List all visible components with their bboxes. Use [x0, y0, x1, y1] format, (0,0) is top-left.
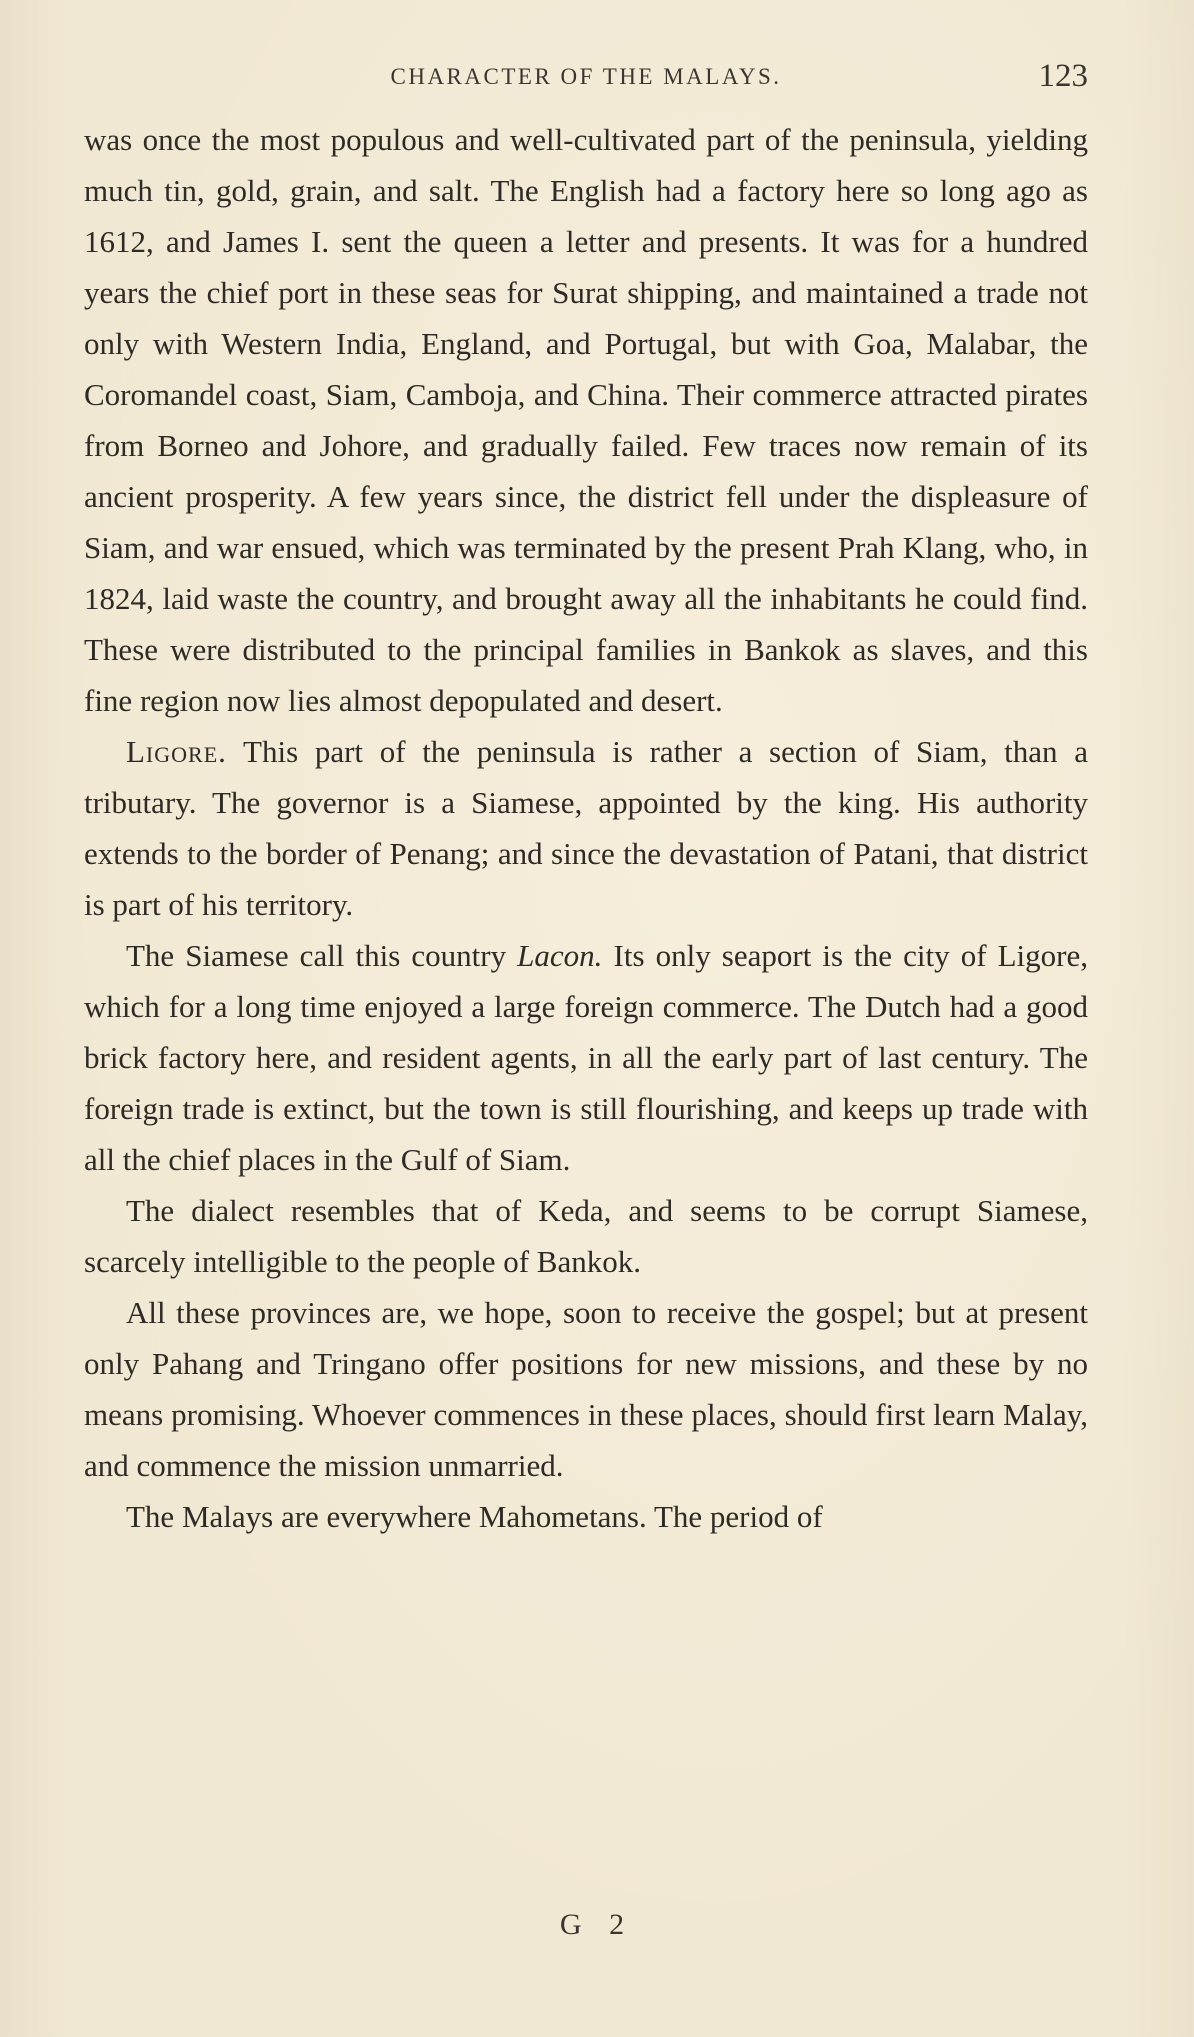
paragraph-2-text: This part of the peninsula is rather a section of Siam, than a tributary. The governor is a Siamese, appointed by the king. His authority extends to the border of Penang; and since the devastation of Patani, that district is part of his territory.	[84, 734, 1088, 922]
paragraph-3-after: Its only seaport is the city of Ligore, which for a long time enjoyed a large foreign commerce. The Dutch had a good brick factory here, and resident agents, in all the early part of last century. The foreign trade is extinct, but the town is still flourishing, and keeps up trade with all the chief places in the Gulf of Siam.	[84, 938, 1088, 1177]
page-number: 123	[1038, 58, 1088, 94]
paragraph-4: The dialect resembles that of Keda, and seems to be corrupt Siamese, scarcely intelligible to the people of Bankok.	[84, 1193, 1088, 1279]
running-title: CHARACTER OF THE MALAYS.	[390, 64, 782, 89]
paragraph-3	[84, 930, 1088, 1185]
paragraph-6: The Malays are everywhere Mahometans. The period of	[126, 1499, 823, 1534]
paragraph-2	[84, 726, 1088, 930]
paragraph-1: was once the most populous and well-cultivated part of the peninsula, yielding much tin, gold, grain, and salt. The English had a factory here so long ago as 1612, and James I. sent the queen a letter and presents. It was for a hundred years the chief port in these seas for Surat shipping, and maintained a trade not only with Western India, England, and Portugal, but with Goa, Malabar, the Coromandel coast, Siam, Camboja, and China. Their commerce attracted pirates from Borneo and Johore, and gradually failed. Few traces now remain of its ancient prosperity. A few years since, the district fell under the displeasure of Siam, and war ensued, which was terminated by the present Prah Klang, who, in 1824, laid waste the country, and brought away all the inhabitants he could find. These were distributed to the principal families in Bankok as slaves, and this fine region now lies almost depopulated and desert.	[84, 122, 1088, 718]
body-text	[84, 114, 1088, 1542]
paragraph-3-before: The Siamese call this country	[126, 938, 518, 973]
section-heading-ligore: Ligore.	[126, 734, 227, 769]
running-head	[84, 60, 1088, 100]
paragraph-5: All these provinces are, we hope, soon to receive the gospel; but at present only Pahang and Tringano offer positions for new missions, and these by no means promising. Whoever commences in these places, should first learn Malay, and commence the mission unmarried.	[84, 1295, 1088, 1483]
signature-mark: G 2	[559, 1908, 635, 1941]
paragraph-3-italic: Lacon.	[517, 938, 603, 973]
